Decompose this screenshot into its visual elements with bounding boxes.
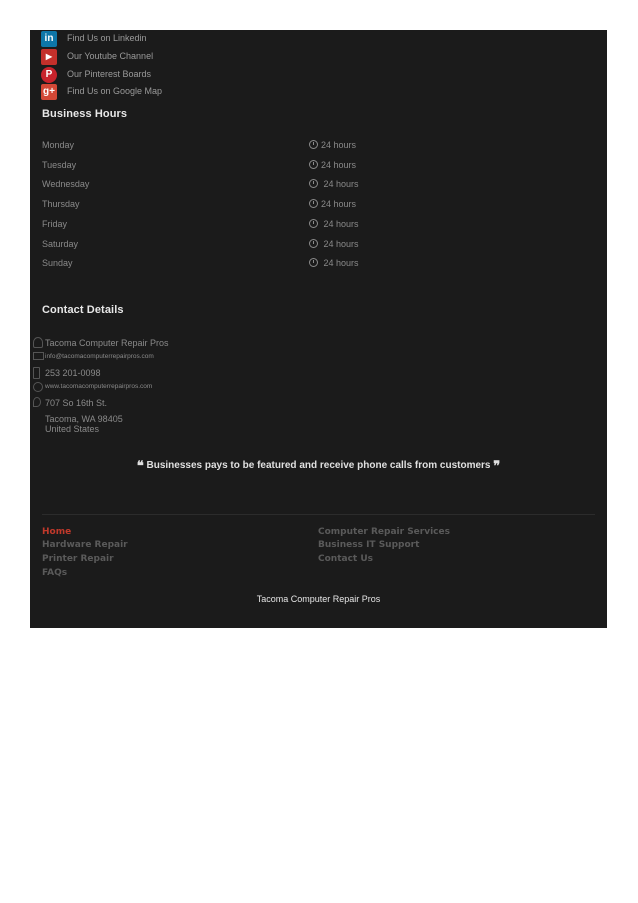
globe-icon: [33, 382, 43, 392]
quote-text: Businesses pays to be featured and receive phone calls from customers: [146, 460, 491, 471]
clock-icon: [309, 140, 318, 149]
site-footer-panel: [30, 30, 607, 628]
hours-day: Tuesday: [42, 160, 77, 170]
footer-copyright: Tacoma Computer Repair Pros: [256, 594, 381, 604]
clock-icon: [309, 258, 318, 267]
hours-time: 24 hours: [309, 199, 356, 209]
footer-link-computer-repair-services[interactable]: Computer Repair Services: [318, 527, 450, 537]
contact-email[interactable]: info@tacomacomputerrepairpros.com: [45, 353, 154, 360]
social-link-label[interactable]: Our Pinterest Boards: [67, 69, 152, 79]
footer-link-home[interactable]: Home: [42, 527, 72, 537]
social-link-label[interactable]: Find Us on Linkedin: [67, 33, 147, 43]
open-quote-icon: ❝: [136, 458, 144, 473]
contact-phone[interactable]: 253 201-0098: [45, 368, 101, 378]
hours-row: [42, 160, 362, 172]
social-link-pinterest[interactable]: [41, 67, 341, 83]
hours-time: 24 hours: [309, 219, 359, 229]
person-icon: [33, 337, 43, 348]
social-link-linkedin[interactable]: [41, 31, 341, 47]
footer-link-business-it-support[interactable]: Business IT Support: [318, 540, 420, 550]
contact-name: Tacoma Computer Repair Pros: [45, 338, 169, 348]
clock-icon: [309, 219, 318, 228]
close-quote-icon: ❞: [493, 458, 501, 473]
linkedin-icon: in: [41, 31, 57, 47]
footer-link-contact-us[interactable]: Contact Us: [318, 554, 374, 564]
contact-country: United States: [45, 424, 100, 434]
envelope-icon: [33, 352, 44, 360]
hours-day: Thursday: [42, 199, 80, 209]
phone-icon: [33, 367, 40, 379]
social-link-label[interactable]: Find Us on Google Map: [67, 86, 163, 96]
pinterest-icon: P: [41, 67, 57, 83]
hours-day: Saturday: [42, 239, 79, 249]
contact-details-heading: Contact Details: [42, 304, 124, 316]
footer-divider: [42, 514, 595, 515]
hours-time: 24 hours: [309, 258, 359, 268]
hours-day: Sunday: [42, 258, 73, 268]
map-pin-icon: [33, 397, 41, 407]
contact-website[interactable]: www.tacomacomputerrepairpros.com: [45, 383, 153, 390]
hours-row: [42, 199, 362, 211]
social-link-youtube[interactable]: [41, 49, 341, 65]
social-link-google-map[interactable]: [41, 84, 341, 100]
footer-link-faqs[interactable]: FAQs: [42, 568, 68, 578]
footer-link-printer-repair[interactable]: Printer Repair: [42, 554, 114, 564]
hours-time: 24 hours: [309, 140, 356, 150]
contact-street: 707 So 16th St.: [45, 398, 108, 408]
clock-icon: [309, 239, 318, 248]
hours-time: 24 hours: [309, 160, 356, 170]
youtube-icon: ▶: [41, 49, 57, 65]
google-plus-icon: g+: [41, 84, 57, 100]
hours-row: [42, 179, 362, 191]
hours-day: Friday: [42, 219, 68, 229]
clock-icon: [309, 199, 318, 208]
hours-row: [42, 239, 362, 251]
testimonial-quote: [30, 458, 607, 474]
hours-row: [42, 140, 362, 152]
hours-time: 24 hours: [309, 179, 359, 189]
social-link-label[interactable]: Our Youtube Channel: [67, 51, 154, 61]
contact-city: Tacoma, WA 98405: [45, 414, 123, 424]
footer-link-hardware-repair[interactable]: Hardware Repair: [42, 540, 128, 550]
hours-row: [42, 258, 362, 270]
business-hours-heading: Business Hours: [42, 108, 128, 120]
hours-time: 24 hours: [309, 239, 359, 249]
hours-row: [42, 219, 362, 231]
hours-day: Wednesday: [42, 179, 90, 189]
clock-icon: [309, 160, 318, 169]
hours-day: Monday: [42, 140, 75, 150]
clock-icon: [309, 179, 318, 188]
